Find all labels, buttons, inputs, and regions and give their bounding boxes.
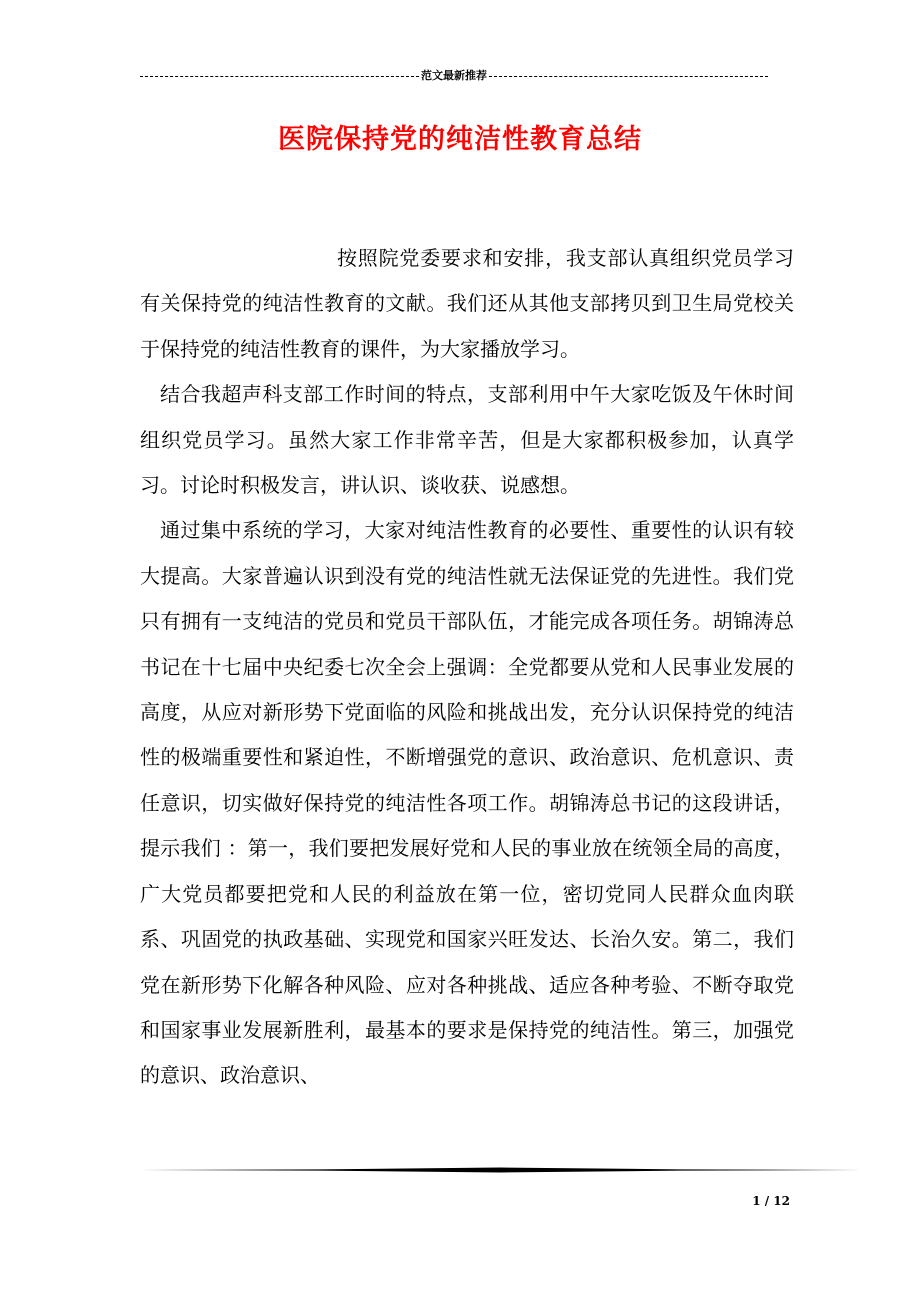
document-body [140, 236, 794, 1099]
paragraph-2: 结合我超声科支部工作时间的特点，支部利用中午大家吃饭及午休时间组织党员学习。虽然大家工作非常辛苦，但是大家都积极参加，认真学习。讨论时积极发言，讲认识、谈收获、说感想。 [140, 382, 794, 498]
header-dash-left [140, 76, 419, 77]
header-banner [140, 68, 768, 84]
paragraph-3: 通过集中系统的学习，大家对纯洁性教育的必要性、重要性的认识有较大提高。大家普遍认识到没有党的纯洁性就无法保证党的先进性。我们党只有拥有一支纯洁的党员和党员干部队伍，才能完成各项任务。胡锦涛总书记在十七届中央纪委七次全会上强调：全党都要从党和人民事业发展的高度，从应对新形势下党面临的风险和挑战出发，充分认识保持党的纯洁性的极端重要性和紧迫性，不断增强党的意识、政治意识、危机意识、责任意识，切实做好保持党的纯洁性各项工作。胡锦涛总书记的这段讲话，提示我们 ：第一，我们要把发展好党和人民的事业放在统领全局的高度，广大党员都要把党和人民的利益放在第一位，密切党同人民群众血肉联系、巩固党的执政基础、实现党和国家兴旺发达、长治久安。第二，我们党在新形势下化解各种风险、应对各种挑战、适应各种考验、不断夺取党和国家事业发展新胜利，最基本的要求是保持党的纯洁性。第三，加强党的意识、政治意识、 [140, 518, 794, 1088]
document-title: 医院保持党的纯洁性教育总结 [278, 124, 642, 155]
paragraph-1: 按照院党委要求和安排，我支部认真组织党员学习有关保持党的纯洁性教育的文献。我们还从其他支部拷贝到卫生局党校关于保持党的纯洁性教育的课件，为大家播放学习。 [140, 246, 794, 361]
header-text: 范文最新推荐 [421, 69, 487, 82]
page-number: 1 / 12 [752, 1194, 790, 1208]
header-dash-right [489, 76, 768, 77]
footer-rule [140, 1167, 862, 1173]
